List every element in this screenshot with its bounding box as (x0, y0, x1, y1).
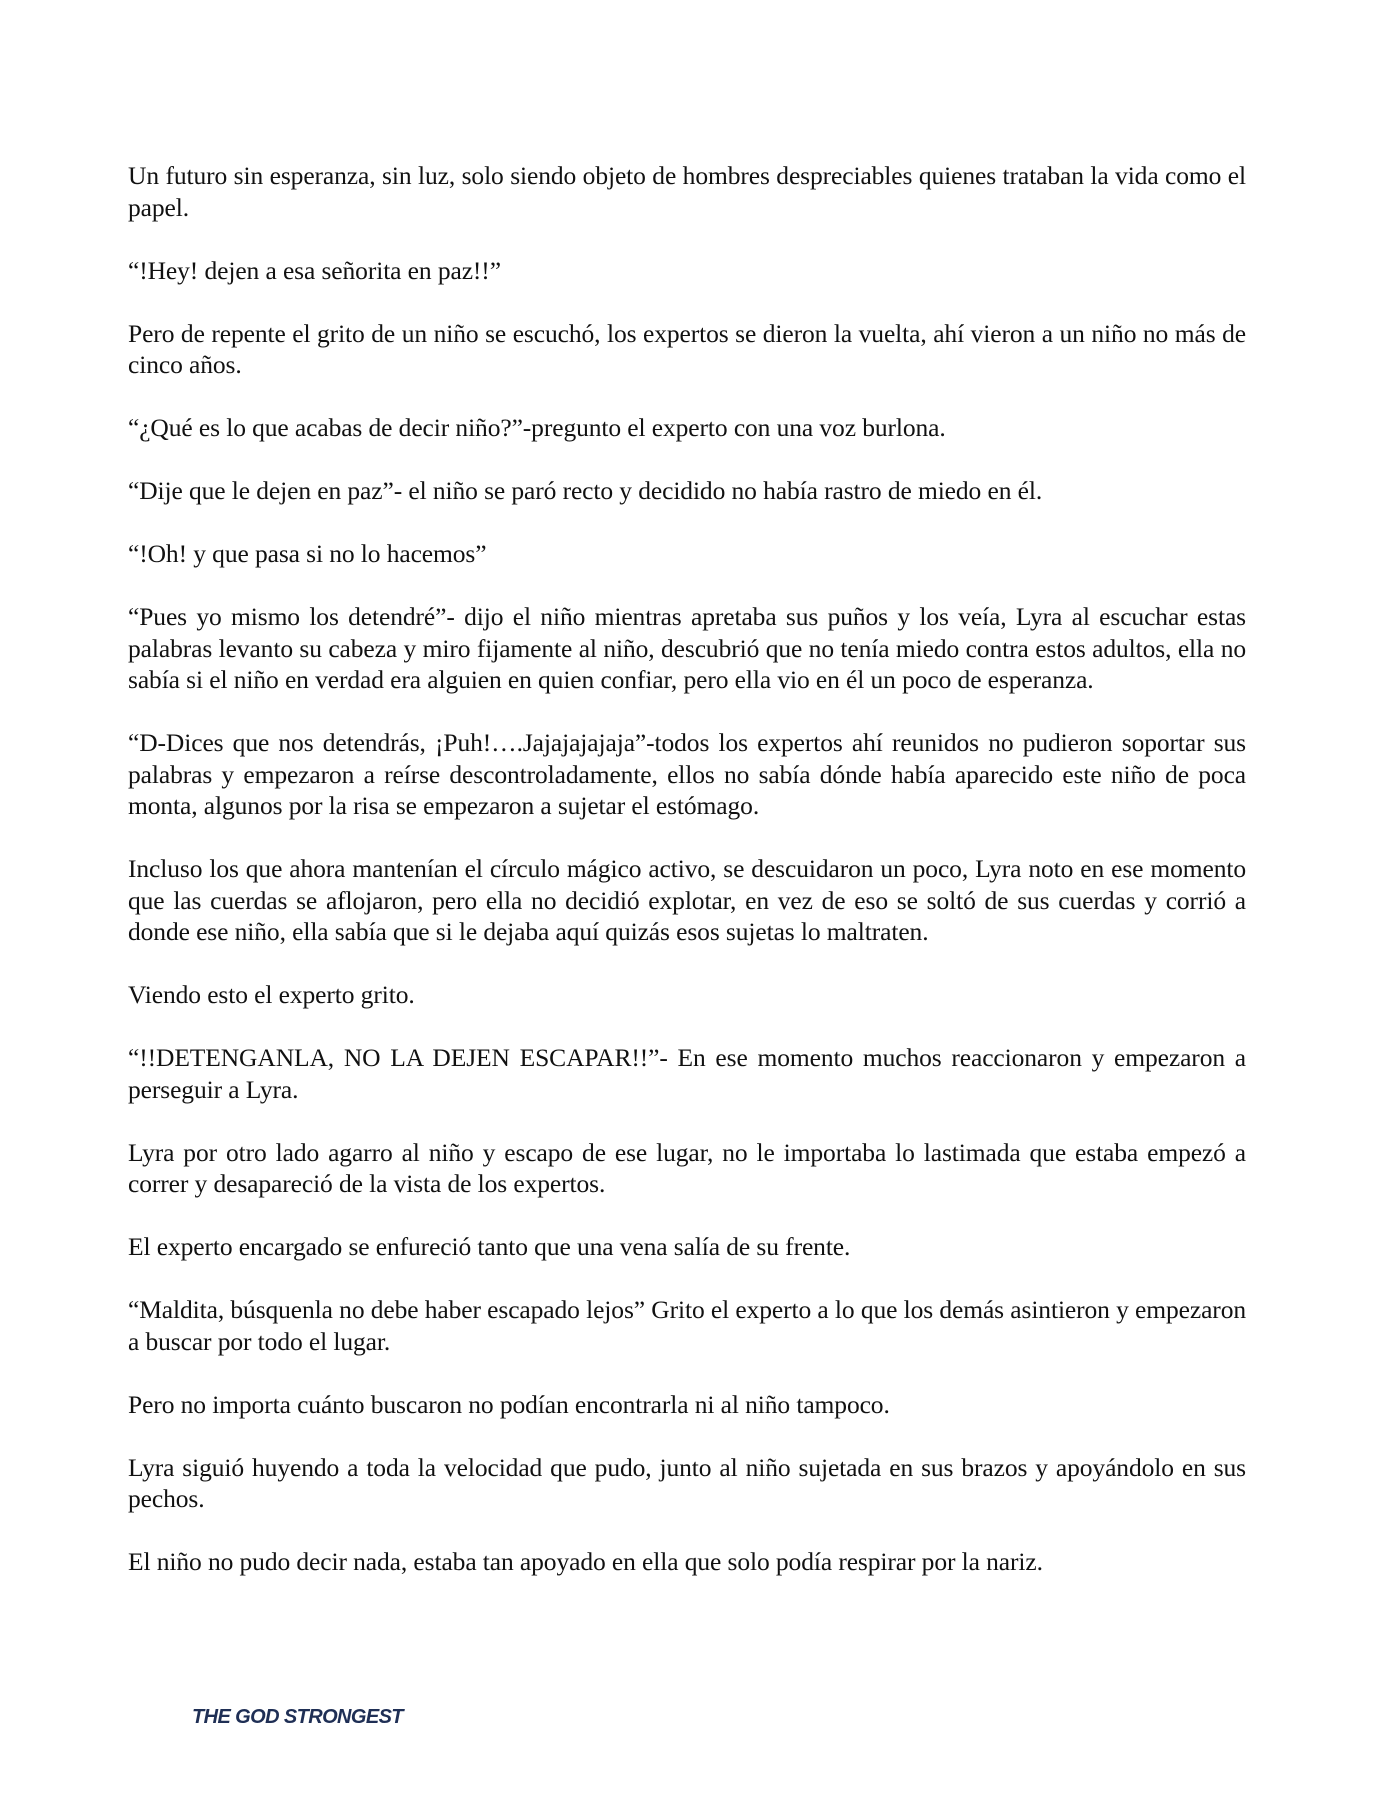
paragraph: Pero no importa cuánto buscaron no podían encontrarla ni al niño tampoco. (128, 1389, 890, 1419)
paragraph: “Pues yo mismo los detendré”- dijo el niño mientras apretaba sus puños y los veía, Lyra al escuchar estas palabras levanto su cabeza y miro fijamente al niño, descubrió que no tenía miedo contra estos adultos, ella no sabía si el niño en verdad era alguien en quien confiar, pero ella vio en él un poco de esperanza. (128, 602, 1246, 694)
paragraph: “!!DETENGANLA, NO LA DEJEN ESCAPAR!!”- En ese momento muchos reaccionaron y empezaron a perseguir a Lyra. (128, 1043, 1246, 1104)
paragraph: El experto encargado se enfureció tanto que una vena salía de su frente. (128, 1232, 851, 1261)
paragraph: Incluso los que ahora mantenían el círculo mágico activo, se descuidaron un poco, Lyra noto en ese momento que las cuerdas se aflojaron, pero ella no decidió explotar, en vez de eso se soltó de sus cuerdas y corrió a donde ese niño, ella sabía que si le dejaba aquí quizás esos sujetas lo maltraten. (128, 854, 1246, 946)
paragraph: “!Hey! dejen a esa señorita en paz!!” (128, 255, 501, 285)
paragraph: Pero de repente el grito de un niño se escuchó, los expertos se dieron la vuelta, ahí vieron a un niño no más de cinco años. (128, 318, 1246, 379)
paragraph: Lyra por otro lado agarro al niño y escapo de ese lugar, no le importaba lo lastimada que estaba empezó a correr y desapareció de la vista de los expertos. (128, 1137, 1246, 1198)
document-body (128, 160, 1246, 1609)
paragraph: “Maldita, búsquenla no debe haber escapado lejos” Grito el experto a lo que los demás asintieron y empezaron a buscar por todo el lugar. (128, 1295, 1246, 1356)
paragraph: Viendo esto el experto grito. (128, 980, 415, 1009)
footer-brand: THE GOD STRONGEST (192, 1706, 403, 1728)
paragraph: “!Oh! y que pasa si no lo hacemos” (128, 539, 487, 568)
paragraph: “D-Dices que nos detendrás, ¡Puh!….Jajajajajaja”-todos los expertos ahí reunidos no pudieron soportar sus palabras y empezaron a reírse descontroladamente, ellos no sabía dónde había aparecido este niño de poca monta, algunos por la risa se empezaron a sujetar el estómago. (128, 728, 1246, 820)
paragraph: “¿Qué es lo que acabas de decir niño?”-pregunto el experto con una voz burlona. (128, 413, 946, 442)
paragraph: Lyra siguió huyendo a toda la velocidad que pudo, junto al niño sujetada en sus brazos y apoyándolo en sus pechos. (128, 1452, 1246, 1513)
paragraph: El niño no pudo decir nada, estaba tan apoyado en ella que solo podía respirar por la nariz. (128, 1547, 1043, 1576)
paragraph: “Dije que le dejen en paz”- el niño se paró recto y decidido no había rastro de miedo en él. (128, 476, 1043, 505)
paragraph: Un futuro sin esperanza, sin luz, solo siendo objeto de hombres despreciables quienes trataban la vida como el papel. (128, 161, 1246, 222)
